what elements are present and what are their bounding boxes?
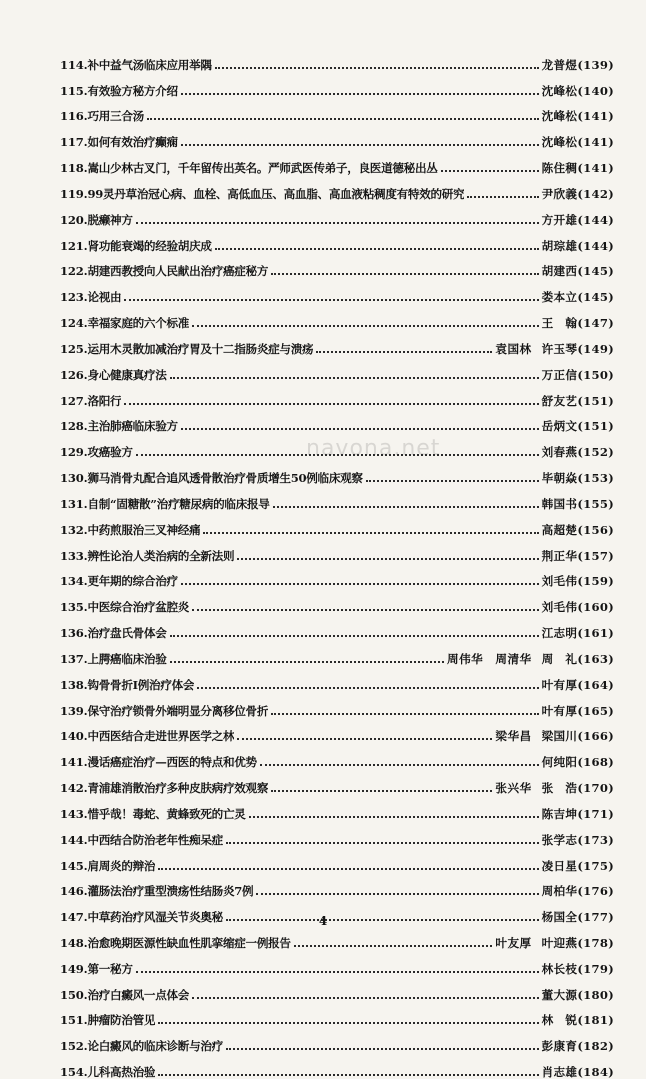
page-number: 4 xyxy=(318,914,328,928)
entry-author-page: 彭康育(182) xyxy=(541,1039,614,1054)
entry-number: 125. xyxy=(60,341,88,356)
entry-title: 自制“固糖散”治疗糖尿病的临床报导 xyxy=(87,496,270,511)
entry-title: 治疗盘氏骨体会 xyxy=(87,626,167,641)
entry-author-page: 荆正华(157) xyxy=(541,548,614,563)
toc-entry xyxy=(60,72,614,98)
entry-title: 青浦雄消散治疗多种皮肤病疗效观察 xyxy=(87,781,269,796)
entry-author-page: 岳炳文(151) xyxy=(541,419,614,434)
entry-title: 更年期的综合治疗 xyxy=(87,574,178,589)
entry-title: 有效验方秘方介绍 xyxy=(87,83,178,98)
entry-author-page: 沈峰松(141) xyxy=(541,109,614,124)
entry-title: 上腭癌临床治验 xyxy=(87,651,167,666)
toc-entry xyxy=(60,976,614,1002)
entry-title: 灌肠法治疗重型溃疡性结肠炎7例 xyxy=(87,884,254,899)
dot-leader xyxy=(294,945,493,947)
entry-number: 140. xyxy=(60,729,88,744)
toc-entry xyxy=(60,537,614,563)
entry-number: 152. xyxy=(60,1039,88,1054)
entry-author-page: 张 浩(170) xyxy=(541,781,614,796)
entry-title: 保守治疗锁骨外端明显分离移位骨折 xyxy=(87,703,269,718)
dot-leader xyxy=(197,687,538,689)
entry-author-page: 叶有厚(165) xyxy=(541,703,614,718)
entry-coauthor: 叶友厚 xyxy=(495,935,532,950)
entry-title: 狮马消骨丸配合追风透骨散治疗骨质增生50例临床观察 xyxy=(87,471,363,486)
entry-author-page: 沈峰松(140) xyxy=(541,83,614,98)
entry-author-page: 叶迎燕(178) xyxy=(541,935,614,950)
dot-leader xyxy=(158,868,538,870)
entry-author-page: 刘春燕(152) xyxy=(541,445,614,460)
dot-leader xyxy=(170,635,539,637)
entry-title: 中药煎服治三叉神经痛 xyxy=(87,522,201,537)
entry-title: 肿瘤防治管见 xyxy=(87,1013,156,1028)
toc-entry xyxy=(60,847,614,873)
toc-entry xyxy=(60,123,614,149)
entry-author-page: 尹欣義(142) xyxy=(541,186,614,201)
entry-number: 134. xyxy=(60,574,88,589)
entry-number: 121. xyxy=(60,238,88,253)
dot-leader xyxy=(124,299,538,301)
dot-leader xyxy=(441,170,539,172)
dot-leader xyxy=(136,971,539,973)
toc-entry xyxy=(60,98,614,124)
entry-title: 补中益气汤临床应用举隅 xyxy=(87,57,212,72)
entry-author-page: 凌日星(175) xyxy=(541,858,614,873)
dot-leader xyxy=(181,144,539,146)
entry-number: 129. xyxy=(60,445,88,460)
entry-author-page: 胡琮雄(144) xyxy=(541,238,614,253)
toc-entry xyxy=(60,459,614,485)
entry-title: 中西结合防治老年性痴呆症 xyxy=(87,832,223,847)
entry-author-page: 刘毛伟(160) xyxy=(541,600,614,615)
entry-number: 143. xyxy=(60,806,88,821)
entry-author-page: 周 礼(163) xyxy=(541,651,614,666)
toc-entry xyxy=(60,769,614,795)
toc-entry xyxy=(60,873,614,899)
dot-leader xyxy=(467,196,538,198)
entry-title: 身心健康真疗法 xyxy=(87,367,167,382)
toc-entry xyxy=(60,278,614,304)
toc-entry xyxy=(60,149,614,175)
entry-title: 胡建西教授向人民献出治疗癌症秘方 xyxy=(87,264,269,279)
entry-author-page: 高超楚(156) xyxy=(541,522,614,537)
entry-number: 127. xyxy=(60,393,88,408)
entry-author-page: 舒友艺(151) xyxy=(541,393,614,408)
entry-number: 138. xyxy=(60,677,88,692)
dot-leader xyxy=(215,248,539,250)
entry-number: 123. xyxy=(60,290,88,305)
entry-author-page: 许玉琴(149) xyxy=(541,341,614,356)
toc-entry xyxy=(60,201,614,227)
dot-leader xyxy=(181,583,539,585)
entry-title: 论白癜风的临床诊断与治疗 xyxy=(87,1039,223,1054)
toc-entry xyxy=(60,588,614,614)
toc-entry xyxy=(60,666,614,692)
dot-leader xyxy=(158,1074,538,1076)
dot-leader xyxy=(147,118,539,120)
toc-entry xyxy=(60,614,614,640)
entry-number: 139. xyxy=(60,703,88,718)
entry-author-page: 肖志雄(184) xyxy=(541,1065,614,1079)
toc-entry xyxy=(60,821,614,847)
toc-entry xyxy=(60,950,614,976)
entry-coauthor: 张兴华 xyxy=(495,781,532,796)
toc-entry xyxy=(60,253,614,279)
dot-leader xyxy=(260,764,539,766)
entry-number: 116. xyxy=(60,109,88,124)
dot-leader xyxy=(181,93,539,95)
entry-number: 115. xyxy=(60,83,88,98)
entry-title: 幸福家庭的六个标准 xyxy=(87,316,190,331)
entry-number: 149. xyxy=(60,961,88,976)
toc-entry xyxy=(60,175,614,201)
entry-author-page: 万正信(150) xyxy=(541,367,614,382)
entry-title: 治疗白癜风一点体会 xyxy=(87,987,190,1002)
toc-entry xyxy=(60,304,614,330)
entry-number: 146. xyxy=(60,884,88,899)
entry-coauthor: 梁华昌 xyxy=(495,729,532,744)
entry-author-page: 董大源(180) xyxy=(541,987,614,1002)
entry-number: 136. xyxy=(60,626,88,641)
dot-leader xyxy=(249,816,539,818)
entry-title: 肩周炎的辩治 xyxy=(87,858,156,873)
entry-author-page: 梁国川(166) xyxy=(541,729,614,744)
entry-number: 131. xyxy=(60,496,88,511)
entry-title: 洛阳行 xyxy=(87,393,122,408)
entry-number: 124. xyxy=(60,316,88,331)
dot-leader xyxy=(237,738,492,740)
dot-leader xyxy=(226,1048,539,1050)
entry-title: 脱癞神方 xyxy=(87,212,133,227)
entry-number: 141. xyxy=(60,755,88,770)
entry-coauthor: 袁国林 xyxy=(495,341,532,356)
entry-author-page: 沈峰松(141) xyxy=(541,135,614,150)
entry-author-page: 娄本立(145) xyxy=(541,290,614,305)
entry-number: 117. xyxy=(60,135,88,150)
entry-number: 151. xyxy=(60,1013,88,1028)
toc-entry xyxy=(60,356,614,382)
dot-leader xyxy=(203,532,538,534)
entry-number: 145. xyxy=(60,858,88,873)
entry-number: 154. xyxy=(60,1065,88,1079)
entry-author-page: 陈吉坤(171) xyxy=(541,806,614,821)
entry-title: 儿科高热治验 xyxy=(87,1065,156,1079)
dot-leader xyxy=(170,377,539,379)
entry-author-page: 林 锐(181) xyxy=(541,1013,614,1028)
entry-author-page: 韩国书(155) xyxy=(541,496,614,511)
entry-number: 150. xyxy=(60,987,88,1002)
toc-entry xyxy=(60,743,614,769)
dot-leader xyxy=(192,997,539,999)
entry-author-page: 毕朝焱(153) xyxy=(541,471,614,486)
entry-title: 第一秘方 xyxy=(87,961,133,976)
dot-leader xyxy=(271,790,492,792)
toc-entry xyxy=(60,382,614,408)
entry-number: 144. xyxy=(60,832,88,847)
entry-number: 128. xyxy=(60,419,88,434)
dot-leader xyxy=(170,661,444,663)
entry-author-page: 方开雄(144) xyxy=(541,212,614,227)
entry-number: 142. xyxy=(60,781,88,796)
entry-title: 中医综合治疗盆腔炎 xyxy=(87,600,190,615)
entry-number: 118. xyxy=(60,161,88,176)
entry-title: 肾功能衰竭的经验胡庆成 xyxy=(87,238,212,253)
entry-author-page: 叶有厚(164) xyxy=(541,677,614,692)
entry-coauthor: 周伟华 周清华 xyxy=(446,651,532,666)
toc-entry xyxy=(60,485,614,511)
entry-title: 嵩山少林古叉门，千年留传出英名。严师武医传弟子，良医道德秘出丛 xyxy=(87,161,438,176)
entry-number: 133. xyxy=(60,548,88,563)
dot-leader xyxy=(226,842,539,844)
toc-entry xyxy=(60,46,614,72)
entry-author-page: 张学志(173) xyxy=(541,832,614,847)
entry-author-page: 龙普煜(139) xyxy=(541,57,614,72)
toc-entry xyxy=(60,640,614,666)
entry-number: 120. xyxy=(60,212,88,227)
toc-entry xyxy=(60,511,614,537)
entry-title: 中草药治疗风湿关节炎奥秘 xyxy=(87,910,223,925)
toc-entry xyxy=(60,227,614,253)
toc-entry xyxy=(60,692,614,718)
entry-number: 126. xyxy=(60,367,88,382)
dot-leader xyxy=(124,403,538,405)
toc-entry xyxy=(60,408,614,434)
toc-entry xyxy=(60,718,614,744)
dot-leader xyxy=(158,1022,538,1024)
toc-entry xyxy=(60,563,614,589)
entry-author-page: 周柏华(176) xyxy=(541,884,614,899)
entry-title: 如何有效治疗癫痫 xyxy=(87,135,178,150)
toc-entry xyxy=(60,1002,614,1028)
dot-leader xyxy=(256,893,538,895)
entry-title: 中西医结合走进世界医学之林 xyxy=(87,729,235,744)
entry-number: 122. xyxy=(60,264,88,279)
dot-leader xyxy=(273,506,539,508)
entry-author-page: 胡建西(145) xyxy=(541,264,614,279)
entry-title: 钩骨骨折Ⅰ例治疗体会 xyxy=(87,677,195,692)
entry-author-page: 陈住稠(141) xyxy=(541,161,614,176)
entry-title: 治愈晚期医源性缺血性肌挛缩症一例报告 xyxy=(87,935,291,950)
entry-number: 147. xyxy=(60,910,88,925)
entry-number: 114. xyxy=(60,57,88,72)
entry-number: 135. xyxy=(60,600,88,615)
entry-number: 132. xyxy=(60,522,88,537)
toc-entry xyxy=(60,1027,614,1053)
toc-entry xyxy=(60,924,614,950)
entry-author-page: 杨国全(177) xyxy=(541,910,614,925)
dot-leader xyxy=(271,713,539,715)
dot-leader xyxy=(366,480,539,482)
entry-title: 惜乎哉！毒蛇、黄蜂致死的亡灵 xyxy=(87,806,246,821)
dot-leader xyxy=(136,222,539,224)
entry-title: 99灵丹草治冠心病、血栓、高低血压、高血脂、高血液粘稠度有特效的研究 xyxy=(87,186,465,201)
entry-title: 论视由 xyxy=(87,290,122,305)
entry-number: 148. xyxy=(60,935,88,950)
entry-author-page: 刘毛伟(159) xyxy=(541,574,614,589)
entry-title: 漫话癌症治疗—西医的特点和优势 xyxy=(87,755,257,770)
toc-entry xyxy=(60,1053,614,1079)
dot-leader xyxy=(192,325,539,327)
entry-title: 攻癌验方 xyxy=(87,445,133,460)
dot-leader xyxy=(271,273,539,275)
toc-entry xyxy=(60,330,614,356)
toc-entry xyxy=(60,795,614,821)
watermark: navona.net xyxy=(306,436,441,461)
entry-number: 137. xyxy=(60,651,88,666)
dot-leader xyxy=(181,428,539,430)
entry-author-page: 王 翰(147) xyxy=(541,316,614,331)
entry-title: 运用木灵散加减治疗胃及十二指肠炎症与溃疡 xyxy=(87,341,314,356)
dot-leader xyxy=(237,558,538,560)
entry-title: 主治肺癌临床验方 xyxy=(87,419,178,434)
entry-author-page: 江志明(161) xyxy=(541,626,614,641)
entry-number: 130. xyxy=(60,471,88,486)
entry-title: 巧用三合汤 xyxy=(87,109,144,124)
entry-author-page: 何纯阳(168) xyxy=(541,755,614,770)
entry-title: 辨性论治人类治病的全新法则 xyxy=(87,548,235,563)
dot-leader xyxy=(316,351,492,353)
dot-leader xyxy=(192,609,539,611)
dot-leader xyxy=(215,67,539,69)
entry-number: 119. xyxy=(60,186,88,201)
entry-author-page: 林长枝(179) xyxy=(541,961,614,976)
